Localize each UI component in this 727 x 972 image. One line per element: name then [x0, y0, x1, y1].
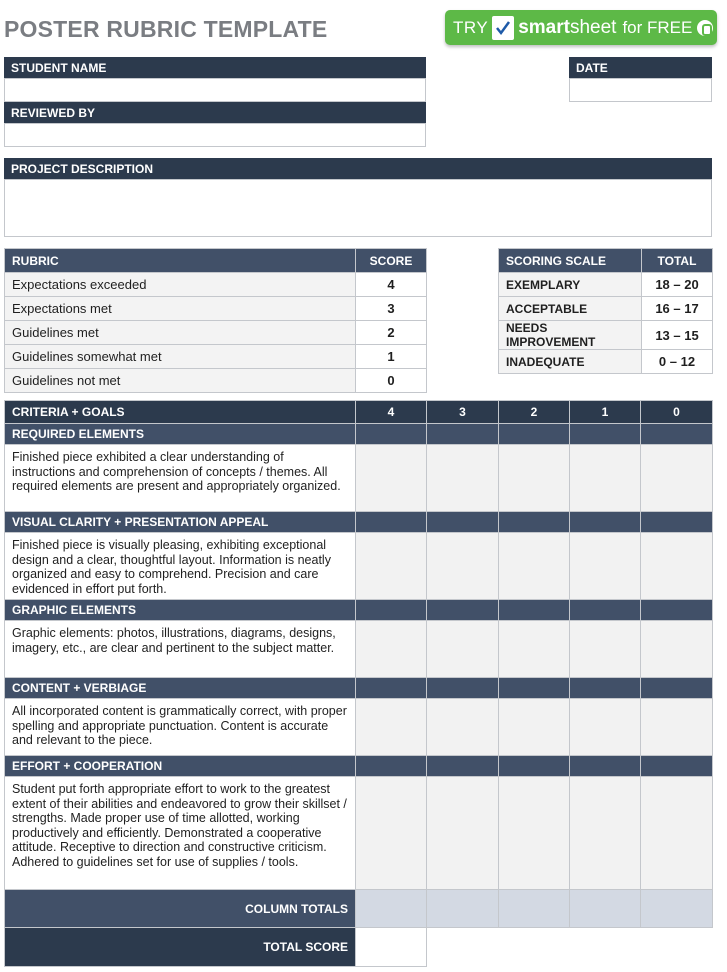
- rubric-row-score: 3: [356, 297, 427, 321]
- scale-header: [499, 249, 713, 273]
- rubric-row-label: Guidelines somewhat met: [5, 345, 356, 369]
- scale-row: [499, 350, 713, 374]
- criteria-section-row: [5, 533, 713, 600]
- score-cell[interactable]: [356, 621, 427, 678]
- criteria-col-4: 4: [356, 401, 427, 424]
- rubric-row: [5, 273, 427, 297]
- rubric-row: [5, 297, 427, 321]
- section-blank: [356, 512, 427, 533]
- total-score-label: TOTAL SCORE: [5, 928, 356, 967]
- promo-suffix-text: for FREE: [622, 17, 693, 37]
- page-title: POSTER RUBRIC TEMPLATE: [4, 16, 328, 42]
- project-description-label: PROJECT DESCRIPTION: [4, 158, 712, 179]
- score-cell[interactable]: [356, 445, 427, 512]
- section-title: VISUAL CLARITY + PRESENTATION APPEAL: [5, 512, 356, 533]
- section-blank: [356, 424, 427, 445]
- section-blank: [427, 756, 499, 777]
- section-blank: [641, 756, 713, 777]
- score-cell[interactable]: [499, 445, 570, 512]
- smartsheet-check-icon: [492, 16, 514, 40]
- section-blank: [356, 600, 427, 621]
- column-total-cell[interactable]: [499, 890, 570, 928]
- score-cell[interactable]: [427, 533, 499, 600]
- score-cell[interactable]: [499, 699, 570, 756]
- scale-header-label: SCORING SCALE: [499, 249, 642, 273]
- promo-try-text: TRY: [453, 17, 489, 37]
- score-cell[interactable]: [641, 699, 713, 756]
- scale-header-total: TOTAL: [642, 249, 713, 273]
- student-name-label: STUDENT NAME: [4, 57, 426, 78]
- score-cell[interactable]: [356, 777, 427, 890]
- rubric-row-label: Guidelines met: [5, 321, 356, 345]
- scale-row-range: 16 – 17: [642, 297, 713, 321]
- criteria-section-row: [5, 777, 713, 890]
- brand-sheet: sheet: [569, 16, 617, 38]
- score-cell[interactable]: [641, 445, 713, 512]
- date-label: DATE: [569, 57, 712, 78]
- scale-row-range: 0 – 12: [642, 350, 713, 374]
- criteria-col-3: 3: [427, 401, 499, 424]
- score-cell[interactable]: [356, 699, 427, 756]
- try-smartsheet-button[interactable]: [445, 10, 717, 45]
- pointer-hand-icon: [697, 20, 713, 36]
- score-cell[interactable]: [570, 777, 641, 890]
- total-score-cell[interactable]: [356, 928, 427, 967]
- section-blank: [356, 756, 427, 777]
- section-description: Graphic elements: photos, illustrations, diagrams, designs, imagery, etc., are clear and pertinent to the subject matter.: [5, 621, 356, 678]
- score-cell[interactable]: [427, 699, 499, 756]
- score-cell[interactable]: [570, 699, 641, 756]
- section-description: Finished piece exhibited a clear understanding of instructions and comprehension of concepts / themes. All required elements are present and appropriately organized.: [5, 445, 356, 512]
- criteria-table: [4, 400, 713, 967]
- scoring-scale-table: [498, 248, 713, 374]
- student-name-field[interactable]: [4, 78, 426, 102]
- rubric-header: [5, 249, 427, 273]
- score-cell[interactable]: [499, 533, 570, 600]
- score-cell[interactable]: [570, 533, 641, 600]
- date-field[interactable]: [569, 78, 712, 102]
- scale-row-range: 13 – 15: [642, 321, 713, 350]
- rubric-row-label: Guidelines not met: [5, 369, 356, 393]
- score-cell[interactable]: [427, 445, 499, 512]
- section-blank: [641, 600, 713, 621]
- section-blank: [499, 678, 570, 699]
- section-blank: [356, 678, 427, 699]
- column-total-cell[interactable]: [356, 890, 427, 928]
- criteria-col-2: 2: [499, 401, 570, 424]
- column-totals-label: COLUMN TOTALS: [5, 890, 356, 928]
- rubric-header-label: RUBRIC: [5, 249, 356, 273]
- rubric-row-score: 1: [356, 345, 427, 369]
- section-blank: [570, 512, 641, 533]
- column-totals-row: [5, 890, 713, 928]
- score-cell[interactable]: [570, 621, 641, 678]
- criteria-col-0: 0: [641, 401, 713, 424]
- score-cell[interactable]: [427, 777, 499, 890]
- column-total-cell[interactable]: [427, 890, 499, 928]
- criteria-header: [5, 401, 713, 424]
- scale-row: [499, 297, 713, 321]
- section-blank: [641, 678, 713, 699]
- section-blank: [641, 424, 713, 445]
- section-title: CONTENT + VERBIAGE: [5, 678, 356, 699]
- section-blank: [570, 678, 641, 699]
- rubric-table: [4, 248, 427, 393]
- criteria-section-header: [5, 756, 713, 777]
- criteria-section-header: [5, 512, 713, 533]
- section-blank: [641, 512, 713, 533]
- criteria-section-header: [5, 678, 713, 699]
- criteria-section-header: [5, 424, 713, 445]
- section-blank: [427, 600, 499, 621]
- scale-row: [499, 321, 713, 350]
- column-total-cell[interactable]: [641, 890, 713, 928]
- scale-row-label: NEEDS IMPROVEMENT: [499, 321, 642, 350]
- criteria-section-row: [5, 621, 713, 678]
- brand-smart: smart: [518, 16, 570, 38]
- section-blank: [427, 512, 499, 533]
- score-cell[interactable]: [499, 621, 570, 678]
- rubric-row: [5, 345, 427, 369]
- rubric-row-score: 2: [356, 321, 427, 345]
- score-cell[interactable]: [499, 777, 570, 890]
- section-blank: [499, 512, 570, 533]
- smartsheet-logo-text: [518, 17, 616, 39]
- section-description: Student put forth appropriate effort to work to the greatest extent of their abilities and endeavored to grow their skillset / strengths. Made proper use of time allotted, working productively and efficiently. Demonstrated a cooperative attitude. Receptive to direction and constructive criticism. Adhered to guidelines set for use of supplies / tools.: [5, 777, 356, 890]
- score-cell[interactable]: [641, 621, 713, 678]
- empty-cell: [570, 928, 641, 967]
- rubric-row: [5, 321, 427, 345]
- section-blank: [499, 600, 570, 621]
- project-description-field[interactable]: [4, 179, 712, 237]
- section-blank: [570, 756, 641, 777]
- section-description: All incorporated content is grammatically correct, with proper spelling and appropriate punctuation. Content is accurate and relevant to the piece.: [5, 699, 356, 756]
- scale-row-label: ACCEPTABLE: [499, 297, 642, 321]
- rubric-row-label: Expectations exceeded: [5, 273, 356, 297]
- section-title: REQUIRED ELEMENTS: [5, 424, 356, 445]
- criteria-section-row: [5, 699, 713, 756]
- section-blank: [570, 600, 641, 621]
- total-score-row: [5, 928, 713, 967]
- section-blank: [427, 424, 499, 445]
- scale-row: [499, 273, 713, 297]
- criteria-section-row: [5, 445, 713, 512]
- reviewed-by-label: REVIEWED BY: [4, 102, 426, 123]
- rubric-row-score: 0: [356, 369, 427, 393]
- score-cell[interactable]: [427, 621, 499, 678]
- empty-cell: [499, 928, 570, 967]
- score-cell[interactable]: [641, 777, 713, 890]
- reviewed-by-field[interactable]: [4, 123, 426, 147]
- score-cell[interactable]: [356, 533, 427, 600]
- section-description: Finished piece is visually pleasing, exhibiting exceptional design and a clear, thoughtful layout. Information is neatly organized and easy to comprehend. Precision and care evidenced in effort put forth.: [5, 533, 356, 600]
- empty-cell: [641, 928, 713, 967]
- criteria-header-label: CRITERIA + GOALS: [5, 401, 356, 424]
- empty-cell: [427, 928, 499, 967]
- section-blank: [499, 424, 570, 445]
- section-title: GRAPHIC ELEMENTS: [5, 600, 356, 621]
- rubric-row-score: 4: [356, 273, 427, 297]
- criteria-section-header: [5, 600, 713, 621]
- section-blank: [427, 678, 499, 699]
- scale-row-label: EXEMPLARY: [499, 273, 642, 297]
- column-total-cell[interactable]: [570, 890, 641, 928]
- criteria-col-1: 1: [570, 401, 641, 424]
- rubric-header-score: SCORE: [356, 249, 427, 273]
- section-blank: [499, 756, 570, 777]
- scale-row-range: 18 – 20: [642, 273, 713, 297]
- score-cell[interactable]: [570, 445, 641, 512]
- scale-row-label: INADEQUATE: [499, 350, 642, 374]
- score-cell[interactable]: [641, 533, 713, 600]
- section-title: EFFORT + COOPERATION: [5, 756, 356, 777]
- section-blank: [570, 424, 641, 445]
- rubric-row: [5, 369, 427, 393]
- rubric-row-label: Expectations met: [5, 297, 356, 321]
